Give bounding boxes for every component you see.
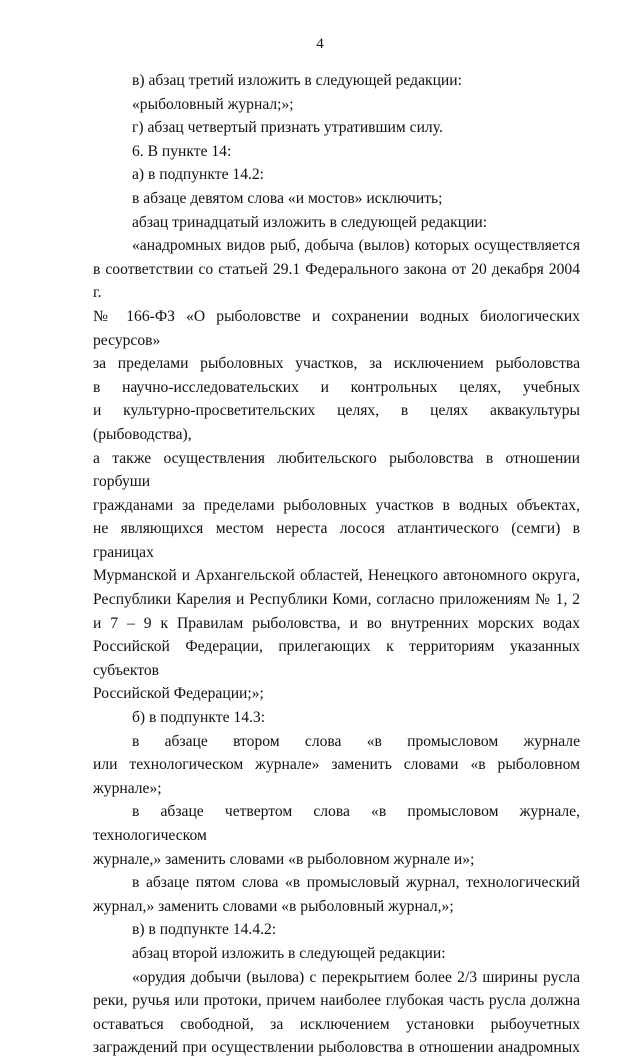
text-line: в) в подпункте 14.4.2:: [132, 921, 277, 939]
text-line: журнал,» заменить словами «в рыболовный журнал,»;: [93, 897, 454, 915]
text-line: абзац тринадцатый изложить в следующей редакции:: [132, 213, 488, 231]
text-line: или технологическом журнале» заменить словами «в рыболовном: [93, 756, 580, 774]
text-line: в соответствии со статьей 29.1 Федерального закона от 20 декабря 2004 г.: [93, 260, 580, 302]
text-line: Российской Федерации, прилегающих к территориям указанных субъектов: [93, 638, 580, 679]
text-line: г) абзац четвертый признать утратившим силу.: [132, 119, 443, 137]
text-line: Республики Карелия и Республики Коми, согласно приложениям № 1, 2: [93, 591, 580, 609]
page-number: 4: [316, 36, 324, 52]
document-body: [93, 69, 580, 1060]
text-line: Российской Федерации;»;: [93, 685, 264, 703]
text-line: б) в подпункте 14.3:: [132, 709, 266, 727]
text-line: журнале,» заменить словами «в рыболовном журнале и»;: [93, 850, 475, 868]
text-line: в абзаце четвертом слова «в промысловом журнале, технологическом: [93, 803, 580, 844]
text-line: Мурманской и Архангельской областей, Ненецкого автономного округа,: [93, 567, 580, 585]
text-line: и 7 – 9 к Правилам рыболовства, и во внутренних морских водах: [93, 614, 580, 632]
text-line: гражданами за пределами рыболовных участков в водных объектах,: [93, 496, 580, 514]
text-line: в абзаце пятом слова «в промысловый журнал, технологический: [132, 874, 580, 892]
text-line: заграждений при осуществлении рыболовства в отношении анадромных: [93, 1039, 580, 1057]
text-line: не являющихся местом нереста лосося атлантического (семги) в границах: [93, 520, 580, 561]
text-line: и культурно-просветительских целях, в целях аквакультуры (рыбоводства),: [93, 402, 580, 443]
text-line: в абзаце втором слова «в промысловом журнале: [132, 732, 580, 750]
text-line: а) в подпункте 14.2:: [132, 166, 265, 184]
text-line: 6. В пункте 14:: [132, 142, 232, 160]
text-line: «рыболовный журнал;»;: [132, 95, 294, 113]
text-line: «анадромных видов рыб, добыча (вылов) которых осуществляется: [132, 237, 580, 255]
text-line: за пределами рыболовных участков, за исключением рыболовства: [93, 355, 580, 373]
text-line: в научно-исследовательских и контрольных целях, учебных: [93, 378, 580, 396]
text-line: абзац второй изложить в следующей редакции:: [132, 944, 446, 962]
text-line: оставаться свободной, за исключением установки рыбоучетных: [93, 1015, 580, 1033]
text-line: «орудия добычи (вылова) с перекрытием более 2/3 ширины русла: [132, 968, 580, 986]
text-line: а также осуществления любительского рыболовства в отношении горбуши: [93, 449, 580, 491]
text-line: № 166-ФЗ «О рыболовстве и сохранении водных биологических ресурсов»: [93, 307, 580, 349]
text-line: в) абзац третий изложить в следующей редакции:: [132, 72, 462, 89]
text-line: журнале»;: [93, 779, 162, 797]
text-line: в абзаце девятом слова «и мостов» исключить;: [132, 189, 443, 207]
text-line: реки, ручья или протоки, причем наиболее глубокая часть русла должна: [93, 992, 580, 1010]
